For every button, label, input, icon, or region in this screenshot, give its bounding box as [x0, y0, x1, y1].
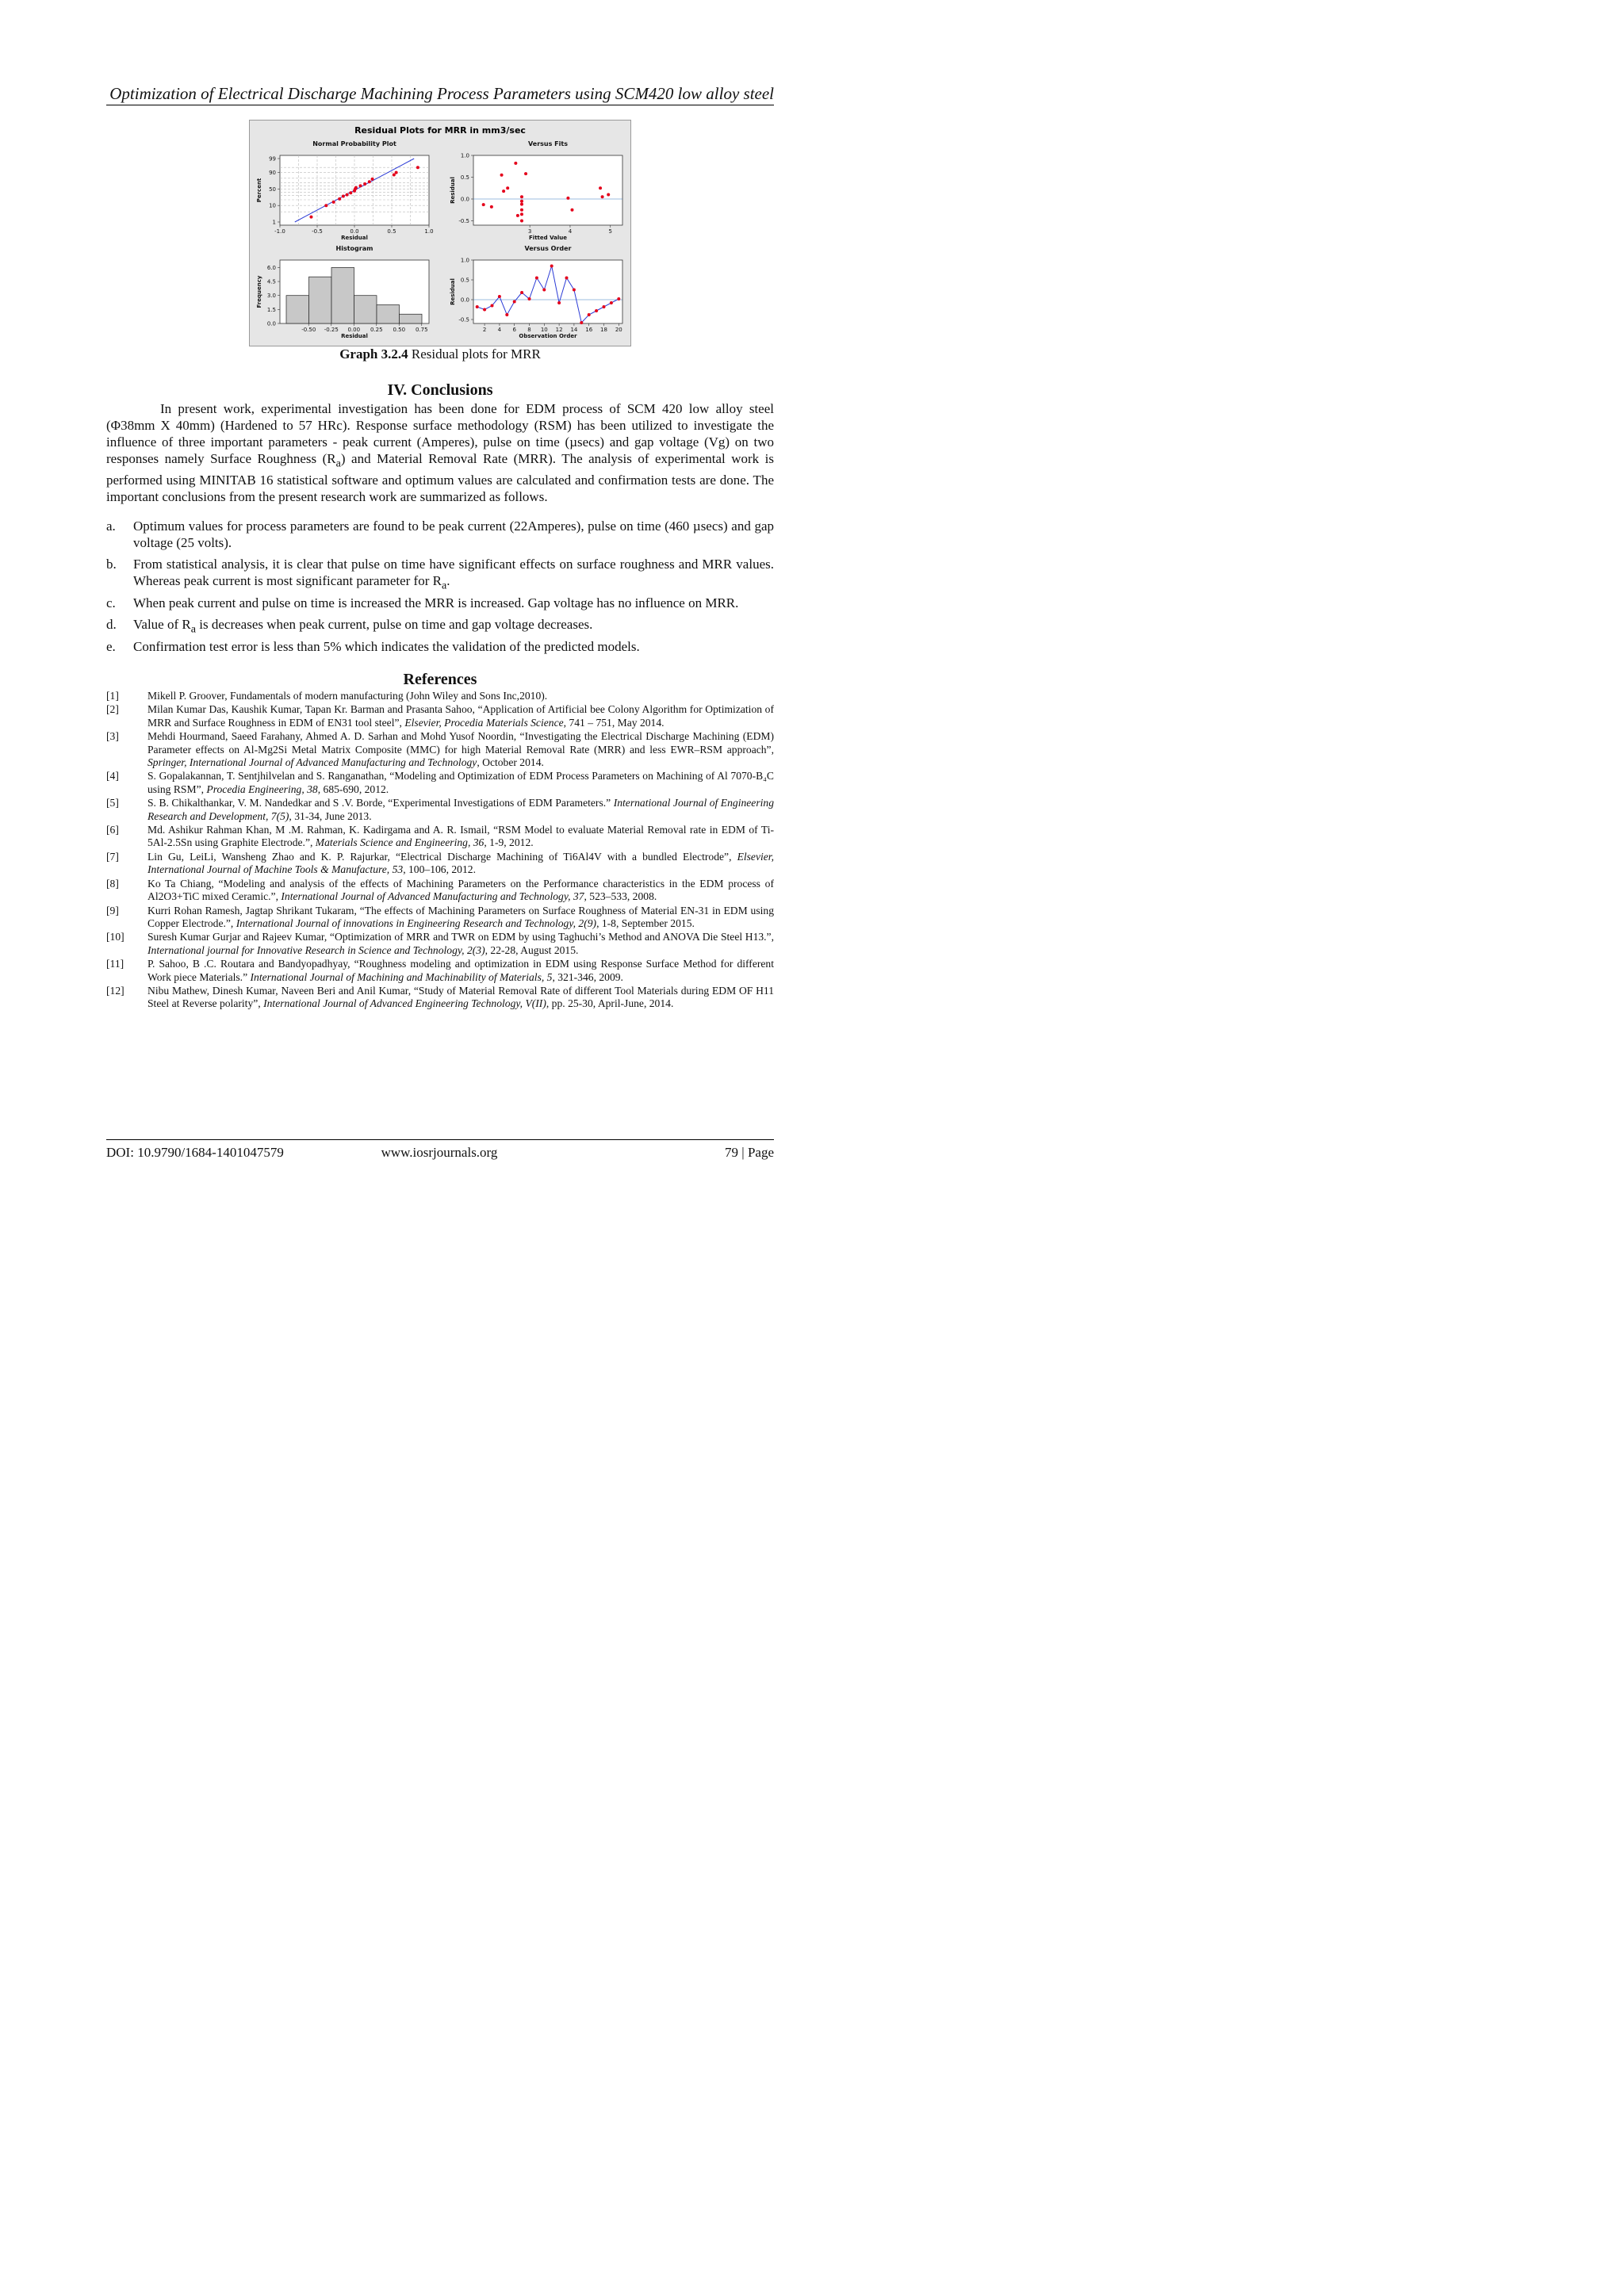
residual-point — [520, 220, 523, 223]
residual-point — [498, 295, 501, 298]
residual-point — [528, 297, 531, 300]
reference-source: International journal for Innovative Research in Science and Technology, 2(3) — [147, 943, 485, 956]
reference-item — [106, 703, 774, 729]
conclusion-text: From statistical analysis, it is clear that pulse on time have significant effects on surface roughness and MRR values. Whereas peak current is most significant parameter for R — [133, 557, 774, 589]
residual-point — [588, 313, 591, 316]
x-tick-label: 2 — [482, 327, 487, 333]
residual-point — [542, 289, 546, 292]
reference-item — [106, 905, 774, 931]
reference-text: S. Gopalakannan, T. Sentjhilvelan and S. Ranganathan, “Modeling and Optimization of EDM Process Parameters on Machining of Al 7070-B₄C using RSM”, — [147, 770, 774, 795]
figure-main-title: Residual Plots for MRR in mm3/sec — [354, 125, 526, 136]
x-tick-label: 0.00 — [347, 327, 361, 333]
x-tick-label: 0.25 — [370, 327, 383, 333]
reference-text: Suresh Kumar Gurjar and Rajeev Kumar, “Optimization of MRR and TWR on EDM by using Taghuchi’s Method and ANOVA Die Steel H13.”, — [147, 931, 774, 943]
y-tick-label: 1 — [272, 219, 276, 226]
reference-details: , 1-8, September 2015. — [596, 916, 695, 929]
residual-point — [565, 277, 569, 280]
reference-number: [5] — [106, 797, 119, 809]
residual-point — [349, 191, 352, 194]
residual-point — [309, 216, 312, 219]
x-tick-label: -0.5 — [312, 228, 323, 235]
residual-plots-svg — [250, 121, 630, 346]
histogram-bar — [400, 314, 423, 323]
footer-page: 79 | Page — [725, 1145, 774, 1160]
x-tick-label: 0.75 — [415, 327, 428, 333]
y-tick-label: 1.5 — [266, 306, 276, 313]
reference-details: , 1-9, 2012. — [484, 836, 534, 849]
y-tick-label: 4.5 — [266, 278, 276, 285]
residual-point — [603, 305, 606, 308]
reference-text: P. Sahoo, B .C. Routara and Bandyopadhyay, “Roughness modeling and optimization in EDM using Response Surface Method for different Work piece Materials.” — [147, 958, 774, 983]
reference-text: Mehdi Hourmand, Saeed Farahany, Ahmed A. D. Sarhan and Mohd Yusof Noordin, “Investigating the Electrical Discharge Machining (EDM) Parameter effects on Al-Mg2Si Metal Matrix Composite (MMC) for high Material Removal Rate (MRR) and less EWR–RSM approach”, — [147, 730, 774, 756]
residual-point — [524, 172, 527, 175]
residual-point — [520, 200, 523, 203]
residual-point — [513, 300, 516, 304]
reference-text: Md. Ashikur Rahman Khan, M .M. Rahman, K. Kadirgama and A. R. Ismail, “RSM Model to evaluate Material Removal rate in EDM of Ti-5Al-2.5Sn using Graphite Electrode.”, — [147, 824, 774, 849]
reference-item — [106, 690, 774, 702]
reference-number: [6] — [106, 824, 119, 836]
residual-point — [359, 184, 362, 187]
reference-item — [106, 931, 774, 957]
reference-text: Lin Gu, LeiLi, Wansheng Zhao and K. P. Rajurkar, “Electrical Discharge Machining of Ti6Al4V with a bundled Electrode”, — [147, 850, 737, 863]
references-list — [106, 690, 774, 1012]
conclusion-sub: a — [190, 622, 197, 636]
reference-details: , 523–533, 2008. — [584, 890, 657, 903]
residual-point — [617, 297, 620, 300]
histogram-bar — [331, 267, 354, 323]
conclusion-item — [106, 556, 774, 594]
reference-item — [106, 824, 774, 850]
residual-point — [610, 301, 613, 304]
reference-item — [106, 730, 774, 769]
x-tick-label: 18 — [600, 327, 607, 333]
residual-point — [514, 162, 517, 165]
y-tick-label: 3.0 — [266, 293, 276, 300]
reference-source: International Journal of Advanced Manufacturing and Technology, 37 — [281, 890, 584, 903]
x-tick-label: 8 — [527, 327, 531, 333]
residual-point — [371, 178, 374, 181]
reference-details: , 100–106, 2012. — [403, 863, 476, 876]
residual-point — [490, 205, 493, 209]
y-tick-label: 99 — [269, 155, 276, 163]
reference-text: Kurri Rohan Ramesh, Jagtap Shrikant Tukaram, “The effects of Machining Parameters on Surface Roughness of Material EN-31 in EDM using Copper Electrode.”, — [147, 904, 774, 929]
residual-plots-figure — [249, 120, 631, 346]
y-axis-label: Residual — [450, 278, 456, 305]
residual-point — [505, 313, 508, 316]
conclusion-item — [106, 518, 774, 556]
reference-source: Procedia Engineering, 38 — [206, 783, 318, 795]
conclusion-marker: a. — [106, 519, 116, 534]
reference-details: , October 2014. — [477, 756, 544, 769]
reference-number: [7] — [106, 850, 119, 863]
conclusions-heading: IV. Conclusions — [387, 381, 493, 399]
reference-details: , pp. 25-30, April-June, 2014. — [546, 997, 674, 1010]
reference-source: Elsevier, Procedia Materials Science — [404, 716, 564, 729]
running-header-title: Optimization of Electrical Discharge Machining Process Parameters using SCM420 low alloy steel — [109, 84, 774, 103]
reference-text: S. B. Chikalthankar, V. M. Nandedkar and S .V. Borde, “Experimental Investigations of EDM Parameters.” — [147, 797, 614, 809]
conclusion-text: Value of R — [133, 617, 191, 633]
references-heading: References — [403, 671, 477, 688]
reference-item — [106, 878, 774, 904]
residual-point — [520, 195, 523, 198]
conclusion-marker: d. — [106, 617, 117, 633]
reference-number: [4] — [106, 770, 119, 783]
x-tick-label: 4 — [568, 228, 573, 235]
figure-caption — [106, 346, 774, 362]
residual-point — [476, 305, 479, 308]
residual-point — [483, 308, 486, 312]
footer-rule — [106, 1139, 774, 1140]
subplot-title: Versus Order — [524, 245, 572, 252]
figure-caption-text: Residual plots for MRR — [408, 346, 541, 362]
plot-area — [473, 155, 622, 225]
residual-point — [601, 195, 604, 198]
reference-item — [106, 797, 774, 823]
residual-point — [491, 304, 494, 308]
conclusion-item — [106, 595, 774, 616]
reference-source: International Journal of Machining and Machinability of Materials, 5 — [250, 970, 553, 983]
residual-point — [520, 291, 523, 294]
reference-source: Materials Science and Engineering, 36 — [315, 836, 485, 849]
reference-number: [9] — [106, 904, 119, 916]
reference-details: , 685-690, 2012. — [317, 783, 389, 795]
conclusion-sub: a — [441, 579, 447, 592]
x-axis-label: Observation Order — [519, 333, 577, 339]
subplot-title: Histogram — [335, 245, 373, 252]
footer-doi: DOI: 10.9790/1684-1401047579 — [106, 1145, 284, 1160]
residual-point — [599, 186, 602, 189]
residual-point — [346, 193, 349, 197]
x-tick-label: 16 — [585, 327, 593, 333]
residual-point — [520, 212, 523, 216]
conclusion-marker: e. — [106, 638, 116, 654]
residual-point — [550, 265, 553, 268]
x-tick-label: 14 — [570, 327, 578, 333]
conclusion-marker: c. — [106, 595, 116, 610]
y-tick-label: 0.0 — [266, 320, 276, 327]
y-tick-label: 0.5 — [460, 174, 469, 181]
x-axis-label: Residual — [341, 333, 368, 339]
residual-point — [338, 197, 341, 201]
conclusion-tail: is decreases when peak current, pulse on time and gap voltage decreases. — [196, 617, 593, 633]
y-tick-label: 1.0 — [460, 152, 469, 159]
residual-point — [516, 214, 519, 217]
residual-point — [520, 203, 523, 206]
residual-point — [332, 201, 335, 204]
reference-details: , 741 – 751, May 2014. — [563, 716, 665, 729]
subplot-title: Versus Fits — [528, 140, 568, 147]
x-tick-label: 0.0 — [350, 228, 359, 235]
reference-text: Milan Kumar Das, Kaushik Kumar, Tapan Kr. Barman and Prasanta Sahoo, “Application of Artificial bee Colony Algorithm for Optimization of MRR and Surface Roughness in EDM of EN31 tool steel”, — [147, 703, 774, 729]
residual-point — [502, 189, 505, 193]
residual-point — [580, 321, 583, 324]
x-tick-label: 0.50 — [393, 327, 406, 333]
reference-source: International Journal of Advanced Engineering Technology, V(II) — [263, 997, 546, 1010]
residual-point — [354, 186, 358, 189]
conclusions-para-sub: a — [335, 457, 341, 470]
reference-source: International Journal of Engineering Research and Development, 7(5) — [147, 797, 774, 822]
y-tick-label: 10 — [269, 202, 276, 209]
y-tick-label: 50 — [269, 186, 276, 193]
x-tick-label: 1.0 — [424, 228, 434, 235]
running-header — [106, 84, 774, 104]
x-tick-label: 12 — [555, 327, 563, 333]
residual-point — [395, 171, 398, 174]
conclusion-item — [106, 616, 774, 637]
reference-details: , 22-28, August 2015. — [485, 943, 579, 956]
x-axis-label: Residual — [341, 235, 368, 241]
residual-point — [368, 180, 371, 183]
conclusion-text: Confirmation test error is less than 5% which indicates the validation of the predicted models. — [133, 638, 640, 654]
reference-text: Ko Ta Chiang, “Modeling and analysis of the effects of Machining Parameters on the Performance characteristics in the EDM process of Al2O3+TiC mixed Ceramic.”, — [147, 877, 774, 903]
reference-source: Springer, International Journal of Advanced Manufacturing and Technology — [147, 756, 477, 769]
reference-number: [11] — [106, 958, 124, 970]
x-tick-label: 6 — [512, 327, 516, 333]
residual-point — [520, 209, 523, 212]
x-tick-label: 4 — [497, 327, 502, 333]
conclusion-item — [106, 638, 774, 660]
residual-point — [393, 173, 396, 176]
conclusions-para-end: ) and Material Removal Rate (MRR). The analysis of experimental work is performed using MINITAB 16 statistical software and optimum values are calculated and confirmation tests are done. The important conclusions from the present research work are summarized as follows. — [106, 451, 774, 505]
residual-point — [416, 166, 419, 169]
x-tick-label: -0.25 — [324, 327, 339, 333]
conclusions-para-text: In present work, experimental investigation has been done for EDM process of SCM 420 low alloy steel (Φ38mm X 40mm) (Hardened to 57 HRc). Response surface methodology (RSM) has been utilized to investigate the influence of three important parameters - peak current (Amperes), pulse on time (µsecs) and gap voltage (Vg) on two responses namely Surface Roughness (R — [106, 401, 774, 466]
histogram-bar — [286, 296, 309, 323]
histogram-bar — [309, 277, 332, 323]
y-tick-label: 0.5 — [460, 277, 469, 284]
histogram-bar — [377, 304, 400, 323]
reference-details: , 321-346, 2009. — [552, 970, 623, 983]
y-axis-label: Residual — [450, 177, 456, 204]
conclusion-text: Optimum values for process parameters are found to be peak current (22Amperes), pulse on time (460 µsecs) and gap voltage (25 volts). — [133, 519, 774, 550]
residual-point — [342, 195, 345, 198]
conclusions-paragraph — [106, 400, 774, 505]
x-tick-label: 5 — [608, 228, 612, 235]
reference-number: [12] — [106, 984, 124, 997]
reference-item — [106, 851, 774, 877]
y-tick-label: 0.0 — [460, 297, 469, 304]
y-tick-label: 90 — [269, 170, 276, 177]
residual-point — [324, 204, 327, 207]
residual-point — [506, 186, 509, 189]
conclusions-list — [106, 518, 774, 660]
conclusion-text: When peak current and pulse on time is increased the MRR is increased. Gap voltage has no influence on MRR. — [133, 595, 739, 610]
reference-number: [1] — [106, 690, 119, 702]
residual-point — [482, 203, 485, 206]
reference-source: Elsevier, International Journal of Machine Tools & Manufacture, 53 — [147, 850, 774, 876]
y-axis-label: Percent — [256, 178, 262, 203]
residual-point — [570, 209, 573, 212]
residual-point — [363, 182, 366, 186]
reference-number: [2] — [106, 703, 119, 716]
residual-point — [557, 301, 561, 304]
y-tick-label: 6.0 — [266, 264, 276, 271]
conclusion-marker: b. — [106, 557, 117, 572]
footer-site: www.iosrjournals.org — [381, 1145, 498, 1160]
residual-point — [500, 174, 504, 177]
reference-number: [3] — [106, 730, 119, 743]
residual-point — [607, 193, 610, 197]
reference-item — [106, 958, 774, 984]
x-tick-label: 3 — [527, 228, 532, 235]
plot-area — [473, 260, 622, 323]
reference-text: Nibu Mathew, Dinesh Kumar, Naveen Beri and Anil Kumar, “Study of Material Removal Rate of different Tool Materials during EDM OF H11 Steel at Reverse polarity”, — [147, 984, 774, 1010]
y-tick-label: -0.5 — [458, 218, 469, 224]
figure-caption-label: Graph 3.2.4 — [339, 346, 408, 362]
x-tick-label: -0.50 — [301, 327, 316, 333]
reference-details: , 31-34, June 2013. — [289, 809, 372, 822]
y-tick-label: 1.0 — [460, 257, 469, 264]
x-tick-label: 0.5 — [387, 228, 396, 235]
histogram-bar — [354, 296, 377, 323]
y-axis-label: Frequency — [256, 275, 262, 308]
x-tick-label: 20 — [615, 327, 622, 333]
residual-point — [566, 197, 569, 200]
reference-number: [10] — [106, 931, 124, 943]
y-tick-label: -0.5 — [458, 316, 469, 323]
subplot-title: Normal Probability Plot — [312, 140, 396, 147]
reference-number: [8] — [106, 877, 119, 890]
reference-item — [106, 985, 774, 1011]
y-tick-label: 0.0 — [460, 196, 469, 203]
x-tick-label: 10 — [540, 327, 548, 333]
residual-point — [573, 289, 576, 292]
reference-source: International Journal of innovations in Engineering Research and Technology, 2(9) — [236, 916, 597, 929]
x-tick-label: -1.0 — [274, 228, 285, 235]
reference-item — [106, 770, 774, 796]
reference-text: Mikell P. Groover, Fundamentals of modern manufacturing (John Wiley and Sons Inc,2010). — [147, 690, 548, 702]
x-axis-label: Fitted Value — [529, 235, 567, 241]
residual-point — [535, 277, 538, 280]
conclusion-tail: . — [446, 573, 450, 589]
residual-point — [595, 309, 598, 312]
